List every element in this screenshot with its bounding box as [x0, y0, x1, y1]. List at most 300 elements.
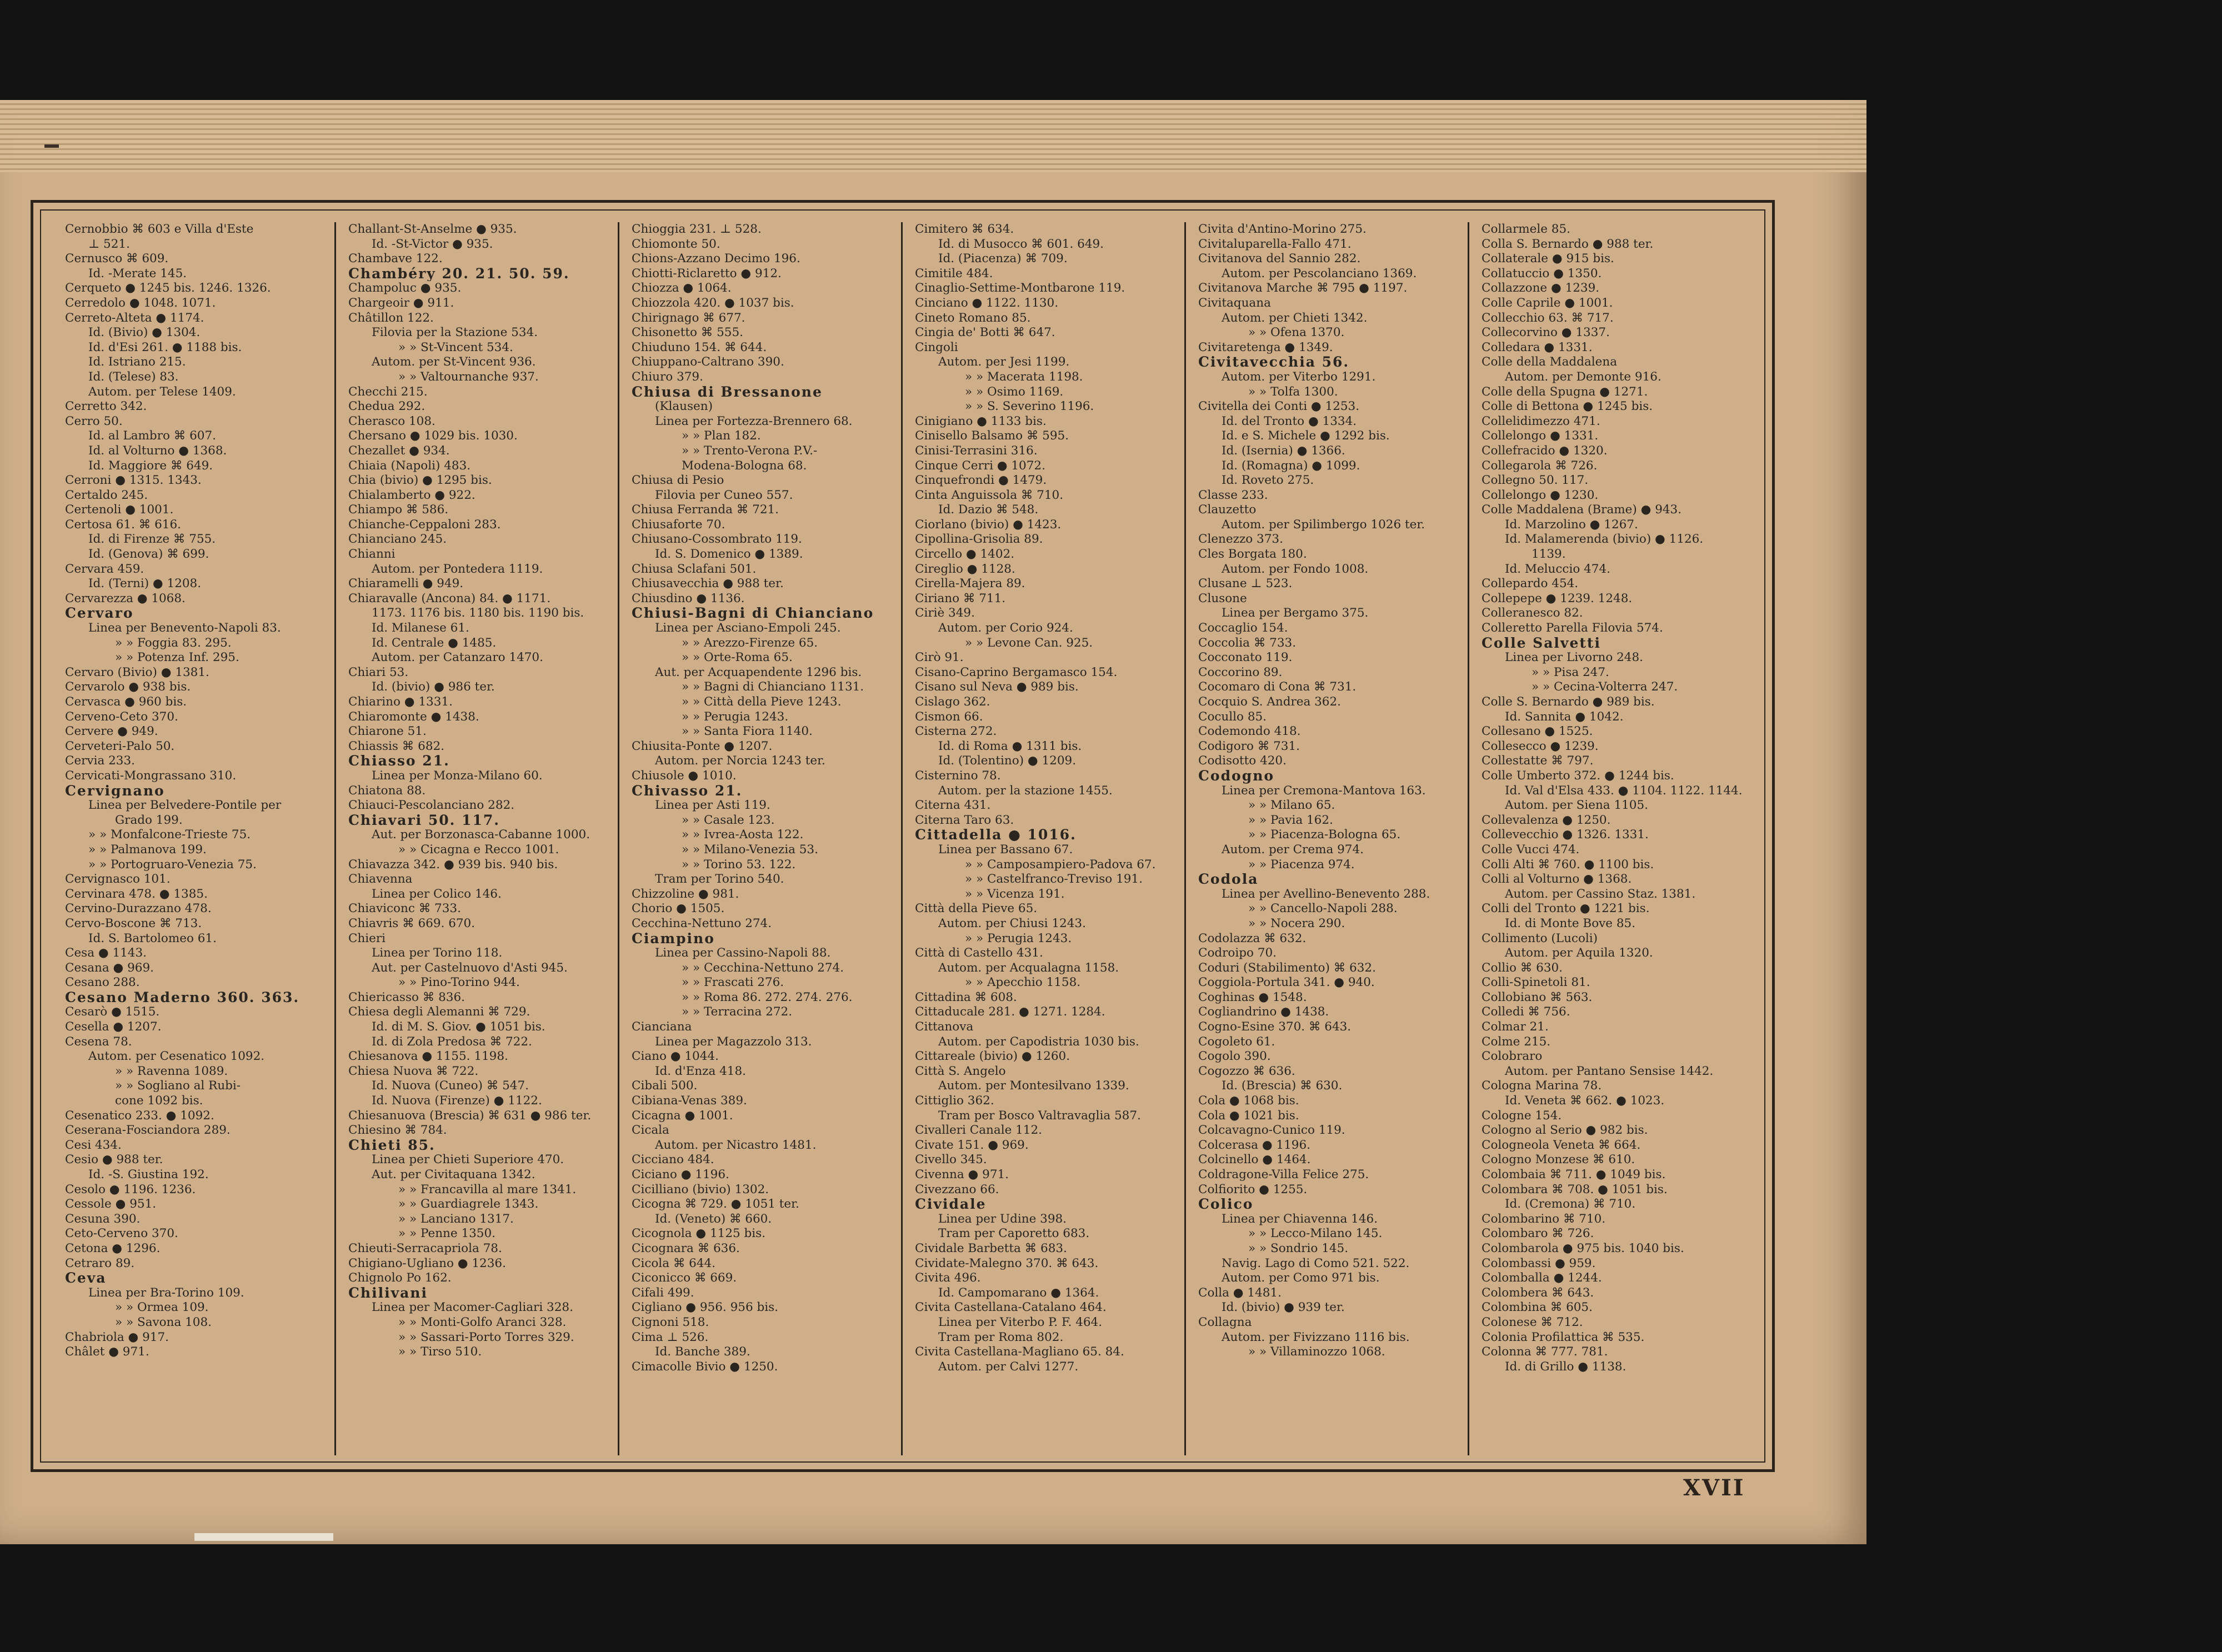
- index-entry: » » Monfalcone-Trieste 75.: [88, 828, 251, 842]
- index-column-2: [336, 222, 619, 1455]
- index-entry: Chiaramelli ● 949.: [348, 577, 464, 591]
- index-entry: Colombaro ⌘ 726.: [1482, 1227, 1594, 1241]
- index-entry: Id. S. Domenico ● 1389.: [655, 547, 803, 562]
- index-entry: Autom. per Acqualagna 1158.: [938, 960, 1119, 975]
- index-entry: Chiusaforte 70.: [632, 517, 725, 532]
- index-entry: » » Macerata 1198.: [965, 369, 1083, 384]
- index-entry: Ceto-Cerveno 370.: [65, 1227, 178, 1241]
- index-entry: Id. Val d'Elsa 433. ● 1104. 1122. 1144.: [1505, 783, 1743, 798]
- index-entry: Chedua 292.: [348, 399, 426, 414]
- index-entry: 1139.: [1532, 547, 1566, 562]
- index-entry: Cirò 91.: [915, 650, 964, 665]
- index-entry: Id. Roveto 275.: [1222, 473, 1314, 488]
- index-entry: Chieuti-Serracapriola 78.: [348, 1241, 502, 1255]
- index-entry: Linea per Magazzolo 313.: [655, 1034, 812, 1049]
- index-column-4: [903, 222, 1186, 1455]
- index-entry: Chigiano-Ugliano ● 1236.: [348, 1256, 506, 1270]
- index-entry: Tram per Torino 540.: [655, 872, 784, 887]
- index-entry: » » Cicagna e Recco 1001.: [398, 842, 559, 857]
- index-entry: Chabriola ● 917.: [65, 1330, 169, 1344]
- index-entry: Cicciano 484.: [632, 1153, 714, 1167]
- index-entry: Cocconato 119.: [1198, 650, 1293, 665]
- index-entry: Autom. per Calvi 1277.: [938, 1359, 1079, 1374]
- index-entry: Id. (bivio) ● 939 ter.: [1222, 1300, 1345, 1315]
- index-entry: Colme 215.: [1482, 1034, 1551, 1049]
- index-entry: » » Sogliano al Rubi-: [115, 1079, 241, 1093]
- index-entry: Cicogna ⌘ 729. ● 1051 ter.: [632, 1197, 799, 1212]
- index-entry: Cervasca ● 960 bis.: [65, 695, 187, 709]
- index-entry: Chignolo Po 162.: [348, 1271, 452, 1285]
- index-entry: Chargeoir ● 911.: [348, 296, 454, 310]
- index-entry: Cogoleto 61.: [1198, 1034, 1275, 1049]
- index-entry: » » Potenza Inf. 295.: [115, 650, 239, 665]
- index-entry: Chiaromonte ● 1438.: [348, 709, 479, 724]
- index-entry: » » Villaminozzo 1068.: [1248, 1345, 1385, 1359]
- index-entry: » » Ivrea-Aosta 122.: [682, 828, 804, 842]
- index-entry: Cirella-Majera 89.: [915, 577, 1025, 591]
- index-entry: Cesarò ● 1515.: [65, 1005, 160, 1019]
- index-entry: Navig. Lago di Como 521. 522.: [1222, 1256, 1410, 1270]
- index-entry: Id. Veneta ⌘ 662. ● 1023.: [1505, 1094, 1665, 1108]
- index-entry: Cervia 233.: [65, 754, 135, 768]
- index-entry: Id. Nuova (Cuneo) ⌘ 547.: [372, 1079, 529, 1093]
- index-entry: Collelongo ● 1331.: [1482, 429, 1599, 443]
- index-entry: Cervino-Durazzano 478.: [65, 902, 212, 916]
- index-entry: Collevalenza ● 1250.: [1482, 813, 1611, 827]
- index-entry: Cervo-Boscone ⌘ 713.: [65, 916, 202, 930]
- page-number: XVII: [1683, 1475, 1745, 1501]
- index-entry: Chambéry 20. 21. 50. 59.: [348, 266, 570, 282]
- index-entry: Civenna ● 971.: [915, 1168, 1009, 1182]
- index-entry: ⊥ 521.: [88, 237, 130, 251]
- index-entry: Id. di Musocco ⌘ 601. 649.: [938, 237, 1104, 251]
- index-entry: Autom. per Norcia 1243 ter.: [655, 754, 825, 768]
- index-entry: Id. (Isernia) ● 1366.: [1222, 443, 1345, 458]
- index-entry: Chiuro 379.: [632, 369, 703, 384]
- index-entry: Colombara ⌘ 708. ● 1051 bis.: [1482, 1182, 1668, 1197]
- index-entry: » » Arezzo-Firenze 65.: [682, 635, 818, 650]
- index-entry: Cervicati-Mongrassano 310.: [65, 768, 237, 783]
- index-entry: Cittaducale 281. ● 1271. 1284.: [915, 1005, 1105, 1019]
- index-entry: Tram per Roma 802.: [938, 1330, 1064, 1344]
- index-entry: Chianciano 245.: [348, 532, 447, 547]
- index-entry: » » Apecchio 1158.: [965, 975, 1081, 990]
- index-entry: » » Cancello-Napoli 288.: [1248, 902, 1398, 916]
- index-entry: Cologno Monzese ⌘ 610.: [1482, 1153, 1635, 1167]
- index-column-6: [1469, 222, 1753, 1455]
- index-entry: Cologne 154.: [1482, 1108, 1562, 1123]
- index-entry: Chiusa di Pesio: [632, 473, 724, 488]
- index-entry: Colombina ⌘ 605.: [1482, 1300, 1593, 1315]
- index-entry: Autom. per Pantano Sensise 1442.: [1505, 1064, 1714, 1078]
- index-entry: Linea per Bra-Torino 109.: [88, 1285, 244, 1300]
- index-entry: » » Tirso 510.: [398, 1345, 482, 1359]
- index-entry: Cetona ● 1296.: [65, 1241, 161, 1255]
- index-entry: Ciriè 349.: [915, 606, 975, 620]
- index-entry: Collesecco ● 1239.: [1482, 739, 1599, 753]
- index-entry: » » Vicenza 191.: [965, 887, 1065, 901]
- index-entry: Chiericasso ⌘ 836.: [348, 990, 465, 1004]
- index-entry: Cimitero ⌘ 634.: [915, 222, 1014, 236]
- index-entry: Chiusa di Bressanone: [632, 384, 823, 400]
- index-entry: Chiesanova ● 1155. 1198.: [348, 1049, 508, 1064]
- index-entry: Id. (Terni) ● 1208.: [88, 577, 202, 591]
- index-entry: Cesolo ● 1196. 1236.: [65, 1182, 196, 1197]
- index-entry: Cologno al Serio ● 982 bis.: [1482, 1123, 1648, 1138]
- index-entry: Linea per Belvedere-Pontile per: [88, 798, 282, 813]
- index-entry: Autom. per Nicastro 1481.: [655, 1138, 817, 1152]
- index-entry: Cogno-Esine 370. ⌘ 643.: [1198, 1020, 1352, 1034]
- index-entry: Colleretto Parella Filovia 574.: [1482, 621, 1663, 635]
- index-entry: Cicognara ⌘ 636.: [632, 1241, 740, 1255]
- index-entry: Colfiorito ● 1255.: [1198, 1182, 1308, 1197]
- index-entry: Id. -S. Giustina 192.: [88, 1168, 209, 1182]
- index-entry: Colledara ● 1331.: [1482, 340, 1593, 354]
- index-entry: Cesi 434.: [65, 1138, 122, 1152]
- index-entry: Linea per Asti 119.: [655, 798, 770, 813]
- index-entry: Chiozzola 420. ● 1037 bis.: [632, 296, 794, 310]
- index-entry: Cerveno-Ceto 370.: [65, 709, 178, 724]
- index-entry: Cervarolo ● 938 bis.: [65, 680, 191, 694]
- index-entry: Clenezzo 373.: [1198, 532, 1283, 547]
- index-entry: Cerroni ● 1315. 1343.: [65, 473, 202, 488]
- index-entry: Chia (bivio) ● 1295 bis.: [348, 473, 492, 488]
- index-entry: Colombassi ● 959.: [1482, 1256, 1596, 1270]
- index-entry: Colli al Volturno ● 1368.: [1482, 872, 1632, 887]
- index-entry: Id. Milanese 61.: [372, 621, 469, 635]
- index-entry: Cerredolo ● 1048. 1071.: [65, 296, 216, 310]
- index-entry: Cola ● 1068 bis.: [1198, 1094, 1299, 1108]
- index-entry: » » Cecina-Volterra 247.: [1532, 680, 1678, 694]
- index-entry: Chezallet ● 934.: [348, 443, 450, 458]
- index-entry: Codemondo 418.: [1198, 724, 1301, 739]
- index-entry: » » Lecco-Milano 145.: [1248, 1227, 1383, 1241]
- index-entry: Cismon 66.: [915, 709, 983, 724]
- index-entry: Cisano-Caprino Bergamasco 154.: [915, 665, 1118, 679]
- index-entry: Colcerasa ● 1196.: [1198, 1138, 1310, 1152]
- index-entry: Chieti 85.: [348, 1138, 436, 1153]
- index-entry: Ceva: [65, 1271, 107, 1286]
- index-entry: Linea per Avellino-Benevento 288.: [1222, 887, 1430, 901]
- index-entry: (Klausen): [655, 399, 713, 414]
- index-entry: Colle Umberto 372. ● 1244 bis.: [1482, 768, 1674, 783]
- index-entry: Collecchio 63. ⌘ 717.: [1482, 311, 1614, 325]
- index-entry: Chianni: [348, 547, 396, 562]
- index-entry: Coccaglio 154.: [1198, 621, 1288, 635]
- index-entry: Chiuduno 154. ⌘ 644.: [632, 340, 767, 354]
- index-entry: » » Roma 86. 272. 274. 276.: [682, 990, 853, 1004]
- index-entry: Cerreto-Alteta ● 1174.: [65, 311, 204, 325]
- index-entry: Id. (Tolentino) ● 1209.: [938, 754, 1077, 768]
- index-entry: Autom. per Siena 1105.: [1505, 798, 1648, 813]
- index-entry: Colmar 21.: [1482, 1020, 1549, 1034]
- index-entry: Autom. per la stazione 1455.: [938, 783, 1113, 798]
- index-entry: Tram per Caporetto 683.: [938, 1227, 1090, 1241]
- index-entry: Collegarola ⌘ 726.: [1482, 458, 1598, 473]
- index-entry: Grado 199.: [115, 813, 183, 827]
- index-entry: Autom. per Pontedera 1119.: [372, 562, 543, 576]
- index-entry: Codolazza ⌘ 632.: [1198, 931, 1307, 945]
- index-entry: Collobiano ⌘ 563.: [1482, 990, 1593, 1004]
- index-entry: » » S. Severino 1196.: [965, 399, 1094, 414]
- index-entry: » » Pino-Torino 944.: [398, 975, 520, 990]
- index-entry: Cessole ● 951.: [65, 1197, 157, 1212]
- index-entry: Id. (Telese) 83.: [88, 369, 179, 384]
- index-entry: Cesella ● 1207.: [65, 1020, 162, 1034]
- index-entry: » » Guardiagrele 1343.: [398, 1197, 539, 1212]
- index-entry: Cervere ● 949.: [65, 724, 158, 739]
- index-entry: Chioggia 231. ⊥ 528.: [632, 222, 762, 236]
- index-entry: Cittareale (bivio) ● 1260.: [915, 1049, 1070, 1064]
- index-entry: Châtillon 122.: [348, 311, 434, 325]
- index-entry: Codisotto 420.: [1198, 754, 1287, 768]
- index-entry: Chiavari 50. 117.: [348, 813, 500, 828]
- index-entry: Cima ⊥ 526.: [632, 1330, 709, 1344]
- index-entry: Filovia per Cuneo 557.: [655, 488, 793, 502]
- index-entry: Aut. per Acquapendente 1296 bis.: [655, 665, 862, 679]
- index-entry: Ciampino: [632, 931, 715, 947]
- index-entry: Colle di Bettona ● 1245 bis.: [1482, 399, 1653, 414]
- index-entry: Colla S. Bernardo ● 988 ter.: [1482, 237, 1654, 251]
- index-entry: Cesano 288.: [65, 975, 140, 990]
- index-entry: Id. Marzolino ● 1267.: [1505, 517, 1638, 532]
- index-entry: Cingia de' Botti ⌘ 647.: [915, 326, 1055, 340]
- index-entry: Cesana ● 969.: [65, 960, 154, 975]
- index-entry: Id. Sannita ● 1042.: [1505, 709, 1624, 724]
- index-entry: » » Pavia 162.: [1248, 813, 1333, 827]
- index-entry: Id. (Veneto) ⌘ 660.: [655, 1212, 772, 1226]
- index-entry: Id. Campomarano ● 1364.: [938, 1285, 1099, 1300]
- index-entry: Cicognola ● 1125 bis.: [632, 1227, 766, 1241]
- index-entry: Cinigiano ● 1133 bis.: [915, 414, 1047, 428]
- index-entry: Collepepe ● 1239. 1248.: [1482, 591, 1633, 605]
- index-entry: Cinisello Balsamo ⌘ 595.: [915, 429, 1069, 443]
- index-entry: » » Perugia 1243.: [682, 709, 789, 724]
- index-entry: » » Santa Fiora 1140.: [682, 724, 813, 739]
- index-entry: Cernobbio ⌘ 603 e Villa d'Este: [65, 222, 254, 236]
- index-entry: Collevecchio ● 1326. 1331.: [1482, 828, 1649, 842]
- index-entry: Chiotti-Riclaretto ● 912.: [632, 266, 782, 281]
- index-entry: Ciorlano (bivio) ● 1423.: [915, 517, 1062, 532]
- index-entry: Chiaravalle (Ancona) 84. ● 1171.: [348, 591, 551, 605]
- index-entry: » » Lanciano 1317.: [398, 1212, 514, 1226]
- index-entry: Colonese ⌘ 712.: [1482, 1315, 1583, 1329]
- index-entry: Cervaro: [65, 606, 134, 622]
- index-entry: Autom. per Como 971 bis.: [1222, 1271, 1380, 1285]
- index-entry: » » Ravenna 1089.: [115, 1064, 228, 1078]
- index-entry: Cibali 500.: [632, 1079, 698, 1093]
- index-entry: Autom. per Spilimbergo 1026 ter.: [1222, 517, 1425, 532]
- index-entry: Linea per Macomer-Cagliari 328.: [372, 1300, 573, 1315]
- index-entry: Colcavagno-Cunico 119.: [1198, 1123, 1345, 1138]
- index-entry: Id. di Monte Bove 85.: [1505, 916, 1636, 930]
- index-entry: Civitaretenga ● 1349.: [1198, 340, 1333, 354]
- index-entry: Id. (Bivio) ● 1304.: [88, 326, 201, 340]
- index-entry: Chiesa degli Alemanni ⌘ 729.: [348, 1005, 531, 1019]
- index-entry: Aut. per Borzonasca-Cabanne 1000.: [372, 828, 590, 842]
- index-entry: Collazzone ● 1239.: [1482, 281, 1600, 296]
- index-entry: Modena-Bologna 68.: [682, 458, 807, 473]
- index-entry: Id. di Grillo ● 1138.: [1505, 1359, 1627, 1374]
- index-entry: Chersano ● 1029 bis. 1030.: [348, 429, 518, 443]
- page-edges: [0, 100, 1866, 172]
- index-entry: Linea per Asciano-Empoli 245.: [655, 621, 841, 635]
- index-entry: Collecorvino ● 1337.: [1482, 326, 1610, 340]
- index-entry: Codroipo 70.: [1198, 946, 1277, 960]
- index-entry: Cesa ● 1143.: [65, 946, 147, 960]
- index-entry: Colle Caprile ● 1001.: [1482, 296, 1613, 310]
- index-entry: Cocullo 85.: [1198, 709, 1267, 724]
- index-entry: Colonna ⌘ 777. 781.: [1482, 1345, 1608, 1359]
- index-entry: Chialamberto ● 922.: [348, 488, 476, 502]
- index-entry: Colombaia ⌘ 711. ● 1049 bis.: [1482, 1168, 1666, 1182]
- index-entry: Chiatona 88.: [348, 783, 426, 798]
- index-entry: » » Milano-Venezia 53.: [682, 842, 818, 857]
- index-entry: Id. (bivio) ● 986 ter.: [372, 680, 495, 694]
- index-entry: Coghinas ● 1548.: [1198, 990, 1307, 1004]
- index-entry: Cignoni 518.: [632, 1315, 709, 1329]
- index-entry: Chiusano-Cossombrato 119.: [632, 532, 802, 547]
- index-entry: Id. del Tronto ● 1334.: [1222, 414, 1357, 428]
- index-entry: Id. Nuova (Firenze) ● 1122.: [372, 1094, 542, 1108]
- index-entry: » » Levone Can. 925.: [965, 635, 1093, 650]
- index-entry: Cianciana: [632, 1020, 692, 1034]
- index-entry: Collagna: [1198, 1315, 1252, 1329]
- index-entry: Id. (Brescia) ⌘ 630.: [1222, 1079, 1343, 1093]
- index-entry: Cesuna 390.: [65, 1212, 141, 1226]
- index-entry: Autom. per Crema 974.: [1222, 842, 1364, 857]
- index-entry: Autom. per St-Vincent 936.: [372, 355, 536, 369]
- index-entry: Champoluc ● 935.: [348, 281, 462, 296]
- index-entry: Colli Alti ⌘ 760. ● 1100 bis.: [1482, 857, 1654, 872]
- index-entry: Id. al Volturno ● 1368.: [88, 443, 227, 458]
- index-entry: Chiesino ⌘ 784.: [348, 1123, 447, 1138]
- index-entry: Id. al Lambro ⌘ 607.: [88, 429, 216, 443]
- index-entry: Civitanova Marche ⌘ 795 ● 1197.: [1198, 281, 1408, 296]
- index-entry: » » Sassari-Porto Torres 329.: [398, 1330, 574, 1344]
- index-entry: Autom. per Aquila 1320.: [1505, 946, 1653, 960]
- index-entry: Collepardo 454.: [1482, 577, 1579, 591]
- index-entry: Chisonetto ⌘ 555.: [632, 326, 743, 340]
- index-entry: Chiomonte 50.: [632, 237, 720, 251]
- index-entry: Chieri: [348, 931, 386, 945]
- index-entry: Cifali 499.: [632, 1285, 694, 1300]
- index-entry: Id. e S. Michele ● 1292 bis.: [1222, 429, 1390, 443]
- index-entry: Ciano ● 1044.: [632, 1049, 719, 1064]
- index-entry: Id. (Cremona) ⌘ 710.: [1505, 1197, 1636, 1212]
- index-entry: Id. di M. S. Giov. ● 1051 bis.: [372, 1020, 546, 1034]
- index-entry: Civezzano 66.: [915, 1182, 999, 1197]
- index-entry: Colle S. Bernardo ● 989 bis.: [1482, 695, 1655, 709]
- index-entry: Id. Istriano 215.: [88, 355, 186, 369]
- index-entry: Cologneola Veneta ⌘ 664.: [1482, 1138, 1641, 1152]
- index-entry: Autom. per Cassino Staz. 1381.: [1505, 887, 1696, 901]
- index-entry: Autom. per Chiusi 1243.: [938, 916, 1086, 930]
- index-entry: Coldragone-Villa Felice 275.: [1198, 1168, 1369, 1182]
- index-entry: Collimento (Lucoli): [1482, 931, 1598, 945]
- index-entry: Cividate-Malegno 370. ⌘ 643.: [915, 1256, 1099, 1270]
- index-entry: » » Monti-Golfo Aranci 328.: [398, 1315, 567, 1329]
- index-entry: Civita d'Antino-Morino 275.: [1198, 222, 1367, 236]
- index-entry: Cimitile 484.: [915, 266, 993, 281]
- index-entry: Autom. per Catanzaro 1470.: [372, 650, 543, 665]
- index-entry: Autom. per Chieti 1342.: [1222, 311, 1368, 325]
- index-entry: » » Trento-Verona P.V.-: [682, 443, 818, 458]
- index-entry: Cesio ● 988 ter.: [65, 1153, 163, 1167]
- index-entry: Id. di Zola Predosa ⌘ 722.: [372, 1034, 532, 1049]
- index-entry: » » Tolfa 1300.: [1248, 384, 1338, 399]
- index-entry: Collefracido ● 1320.: [1482, 443, 1608, 458]
- index-entry: Citerna Taro 63.: [915, 813, 1014, 827]
- index-entry: Collarmele 85.: [1482, 222, 1570, 236]
- index-entry: Chiesa Nuova ⌘ 722.: [348, 1064, 479, 1078]
- index-entry: Autom. per Cesenatico 1092.: [88, 1049, 265, 1064]
- index-entry: Cecchina-Nettuno 274.: [632, 916, 772, 930]
- index-entry: Cineto Romano 85.: [915, 311, 1031, 325]
- index-entry: Civita Castellana-Magliano 65. 84.: [915, 1345, 1124, 1359]
- index-entry: » » Casale 123.: [682, 813, 775, 827]
- index-entry: Linea per Udine 398.: [938, 1212, 1067, 1226]
- index-entry: » » Pisa 247.: [1532, 665, 1609, 679]
- index-entry: Codigoro ⌘ 731.: [1198, 739, 1300, 753]
- index-entry: Città S. Angelo: [915, 1064, 1006, 1078]
- index-column-5: [1186, 222, 1469, 1455]
- index-entry: Coduri (Stabilimento) ⌘ 632.: [1198, 960, 1376, 975]
- index-entry: Cernusco ⌘ 609.: [65, 252, 169, 266]
- paper-strip: [194, 1533, 333, 1541]
- index-entry: Chiaviconc ⌘ 733.: [348, 902, 461, 916]
- index-entry: Autom. per Telese 1409.: [88, 384, 236, 399]
- index-entry: Cittiglio 362.: [915, 1094, 994, 1108]
- index-entry: Cividale: [915, 1197, 987, 1212]
- index-entry: Chiuppano-Caltrano 390.: [632, 355, 784, 369]
- index-entry: Cerveteri-Palo 50.: [65, 739, 175, 753]
- index-entry: Colle della Spugna ● 1271.: [1482, 384, 1648, 399]
- index-entry: Chiavenna: [348, 872, 413, 887]
- index-entry: Colleranesco 82.: [1482, 606, 1583, 620]
- index-entry: Cisterna 272.: [915, 724, 997, 739]
- index-entry: Cicagna ● 1001.: [632, 1108, 733, 1123]
- index-entry: Chiusole ● 1010.: [632, 768, 737, 783]
- index-entry: Autom. per Pescolanciano 1369.: [1222, 266, 1417, 281]
- index-entry: Collesano ● 1525.: [1482, 724, 1593, 739]
- index-entry: Cireglio ● 1128.: [915, 562, 1015, 576]
- index-entry: cone 1092 bis.: [115, 1094, 203, 1108]
- index-entry: Chiassis ⌘ 682.: [348, 739, 445, 753]
- index-entry: Civita Castellana-Catalano 464.: [915, 1300, 1107, 1315]
- index-entry: Cocquio S. Andrea 362.: [1198, 695, 1341, 709]
- index-entry: » » Valtournanche 937.: [398, 369, 539, 384]
- index-entry: Autom. per Corio 924.: [938, 621, 1073, 635]
- index-entry: Civitaquana: [1198, 296, 1271, 310]
- index-entry: Cinque Cerri ● 1072.: [915, 458, 1045, 473]
- index-entry: » » Savona 108.: [115, 1315, 212, 1329]
- index-entry: Linea per Torino 118.: [372, 946, 503, 960]
- index-columns: [53, 222, 1753, 1455]
- index-frame: [31, 200, 1775, 1472]
- index-entry: » » Frascati 276.: [682, 975, 784, 990]
- index-entry: Collaterale ● 915 bis.: [1482, 252, 1614, 266]
- index-entry: » » Terracina 272.: [682, 1005, 793, 1019]
- index-entry: » » St-Vincent 534.: [398, 340, 513, 354]
- index-entry: Autom. per Viterbo 1291.: [1222, 369, 1376, 384]
- index-entry: » » Nocera 290.: [1248, 916, 1345, 930]
- index-entry: Cola ● 1021 bis.: [1198, 1108, 1299, 1123]
- index-entry: » » Piacenza-Bologna 65.: [1248, 828, 1401, 842]
- index-entry: » » Orte-Roma 65.: [682, 650, 793, 665]
- index-entry: Cinaglio-Settime-Montbarone 119.: [915, 281, 1125, 296]
- index-entry: Id. -Merate 145.: [88, 266, 187, 281]
